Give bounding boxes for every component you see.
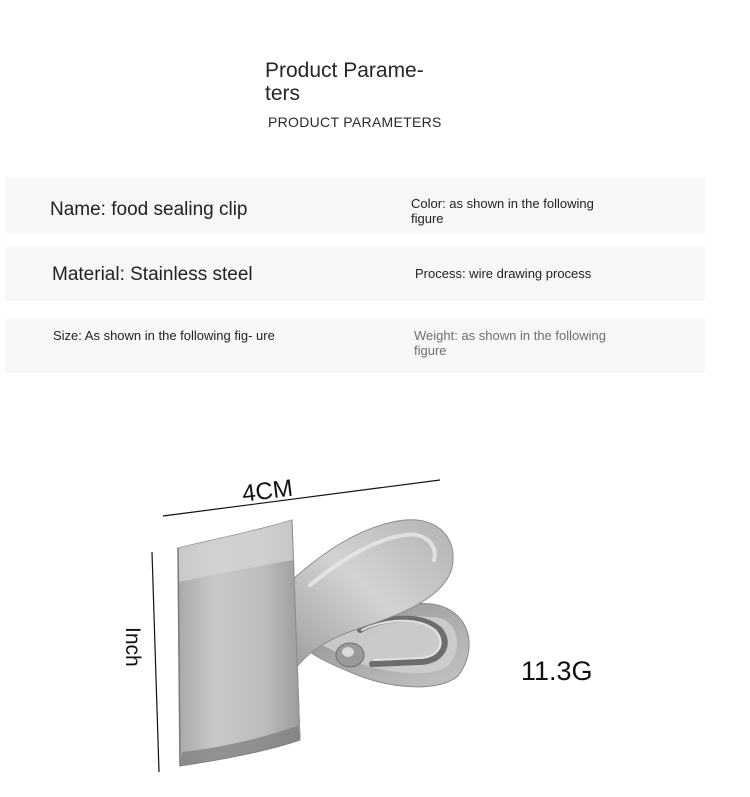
page-title: Product Parame- ters <box>265 59 424 105</box>
param-material: Material: Stainless steel <box>52 264 253 285</box>
param-color: Color: as shown in the following figure <box>411 196 594 226</box>
height-dimension-line <box>152 552 159 772</box>
width-label: 4CM <box>240 474 295 508</box>
param-name: Name: food sealing clip <box>50 199 248 220</box>
width-dimension-line <box>163 480 440 516</box>
page-subtitle: PRODUCT PARAMETERS <box>268 114 442 130</box>
clip-illustration <box>178 520 469 766</box>
weight-label: 11.3G <box>521 656 593 686</box>
param-size: Size: As shown in the following fig- ure <box>53 328 275 343</box>
param-process: Process: wire drawing process <box>415 266 592 281</box>
param-weight: Weight: as shown in the following figure <box>414 328 606 358</box>
height-label: Inch <box>121 627 144 667</box>
